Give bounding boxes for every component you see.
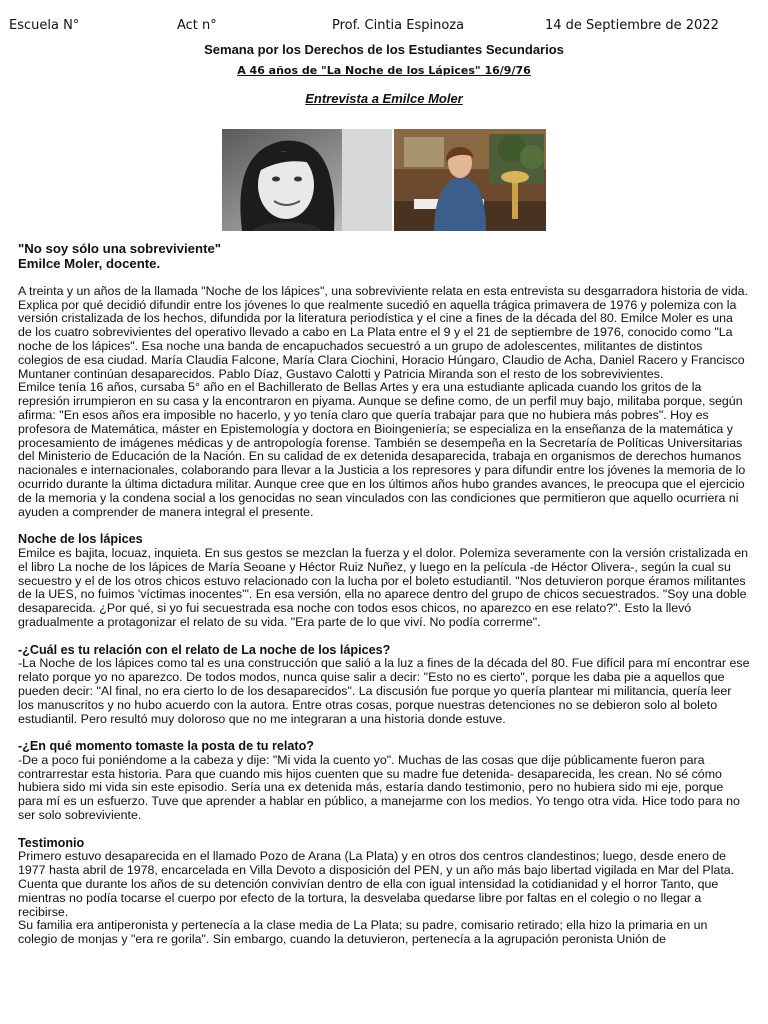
document-title: Semana por los Derechos de los Estudiantes Secundarios (204, 42, 564, 57)
document-date: 14 de Septiembre de 2022 (545, 18, 719, 33)
section-heading-testimonio: Testimonio (18, 835, 85, 850)
article-body (18, 242, 750, 947)
document-header (0, 18, 768, 36)
article-byline: Emilce Moler, docente. (18, 255, 161, 271)
testimonio-paragraph-2: Su familia era antiperonista y pertenecía a la clase media de La Plata; su padre, comisario retirado; ella hizo la primaria en un colegio de monjas y "era re gorila". Sin embargo, cuando la detuvieron, pertenecía a la agrupación peronista Unión de (18, 918, 708, 947)
photo-strip (222, 129, 546, 231)
act-field: Act n° (177, 18, 217, 33)
section-text-noche: Emilce es bajita, locuaz, inquieta. En sus gestos se mezclan la fuerza y el dolor. Polemiza severamente con la versión cristalizada en el libro La noche de los lápices de María Seoane y Héctor Ruiz Nuñez, y luego en la película -de Héctor Olivera-, según la cual su secuestro y el de los otros chicos estuvo relacionado con la lucha por el boleto estudiantil. "Nos detuvieron porque éramos militantes de la UES, no fuimos 'víctimas inocentes'". En esa versión, ella no aparece dentro del grupo de chicos secuestrados. "Soy una doble desaparecida. ¿Por qué, si yo fui secuestrada esa noche con todos esos chicos, no aparezco en ese relato?". Esto la llevó gradualmente a protagonizar el relato de su vida. "Era parte de lo que viví. No podía correrme". (18, 545, 749, 629)
answer-2: -De a poco fui poniéndome a la cabeza y dije: "Mi vida la cuento yo". Muchas de las cosas que dije públicamente fueron para contrarrestar esta historia. Para que cuando mis hijos cuenten que su madre fue detenida- desaparecida, les crean. No sé cómo hubiera sido mi vida sin este episodio. Sería una ex detenida más, estaría dando testimonio, pero no hubiera sido mi eje, porque para mí es un esfuerzo. Tuve que aprender a hablar en público, a manejarme con los medios. Yo tengo otra vida. Hice todo para no ser solo sobreviviente. (18, 752, 740, 823)
document-subtitle: A 46 años de "La Noche de los Lápices" 16/9/76 (237, 64, 531, 77)
school-field: Escuela N° (9, 18, 80, 33)
portrait-photo-young (222, 129, 392, 231)
question-1: -¿Cuál es tu relación con el relato de La noche de los lápices? (18, 642, 391, 657)
question-2: -¿En qué momento tomaste la posta de tu relato? (18, 739, 314, 754)
intro-paragraph-2: Emilce tenía 16 años, cursaba 5° año en el Bachillerato de Bellas Artes y era una estudiante aplicada cuando los gritos de la represión irrumpieron en su casa y la encontraron en piyama. Aunque se define como, de un perfil muy bajo, militaba porque, según afirma: "En esos años era imposible no hacerlo, y yo tenía claro que quería trabajar para que no hubiera más pobres". Hoy es profesora de Matemática, máster en Epistemología y doctora en Bioingeniería; se especializa en la enseñanza de la matemática y procesamiento de imágenes médicas y de antropología forense. También se desempeña en la Secretaría de Políticas Universitarias del Ministerio de Educación de la Nación. En su calidad de ex detenida desaparecida, trabaja en organismos de derechos humanos nacionales e internacionales, colaborando para llevar a la Justicia a los represores y para difundir entre los jóvenes la memoria de lo ocurrido durante la última dictadura militar. Aunque cree que en los últimos años hubo grandes avances, le preocupa que el ejercicio de la memoria y la condena social a los genocidas no sean vinculados con las condiciones que permitieron que aquello ocurriera ni ayuden a comprender de manera integral el presente. (18, 380, 746, 519)
intro-paragraph-1: A treinta y un años de la llamada "Noche de los lápices", una sobreviviente relata en esta entrevista su desgarradora historia de vida. Explica por qué decidió difundir entre los jóvenes lo que realmente sucedió en aquella trágica primavera de 1976 y polemiza con la versión cristalizada de los hechos, difundida por la literatura periodística y el cine a fines de la década del 80. Emilce Moler es una de los cuatro sobrevivientes del operativo llevado a cabo en La Plata entre el 9 y el 21 de septiembre de 1976, conocido como "La noche de los lápices". Esa noche una banda de encapuchados secuestró a un grupo de adolescentes, militantes de distintos colegios de esa ciudad. María Claudia Falcone, María Clara Ciochini, Horacio Húngaro, Claudio de Acha, Daniel Racero y Francisco Muntaner continúan desaparecidos. Pablo Díaz, Gustavo Calotti y Patricia Miranda son el resto de los sobrevivientes. (18, 283, 748, 381)
section-heading-noche: Noche de los lápices (18, 532, 143, 547)
answer-1: -La Noche de los lápices como tal es una construcción que salió a la luz a fines de la década del 80. Fue difícil para mí encontrar ese relato porque yo no aparezco. De todos modos, nunca quise salir a decir: "Esto no es cierto", porque les daba pie a aquellos que pueden decir: "Al final, no era cierto lo de los desaparecidos". La discusión fue porque yo quería plantear mi militancia, quería leer los manuscritos y no hubo acuerdo con la autora. Entre otras cosas, porque nuestras detenciones no se debieron solo al boleto estudiantil. Pero resultó muy doloroso que no me integraran a una historia donde estuve. (18, 656, 750, 726)
portrait-photo-adult (394, 129, 546, 231)
testimonio-paragraph-1: Primero estuvo desaparecida en el llamado Pozo de Arana (La Plata) y en otros dos centros clandestinos; luego, desde enero de 1977 hasta abril de 1978, encarcelada en Villa Devoto a disposición del PEN, y un año más bajo libertad vigilada en Mar del Plata. Cuenta que durante los años de su detención convivían dentro de ella con igual intensidad la cotidianidad y el horror Tanto, que mientras no podía tocarse el cuerpo por efecto de la tortura, la desvelaba quedarse libre por faltas en el colegio o no llegar a recibirse. (18, 849, 735, 919)
teacher-name: Prof. Cintia Espinoza (332, 18, 465, 33)
article-headline: "No soy sólo una sobreviviente" (18, 241, 222, 256)
interview-title: Entrevista a Emilce Moler (305, 91, 463, 106)
